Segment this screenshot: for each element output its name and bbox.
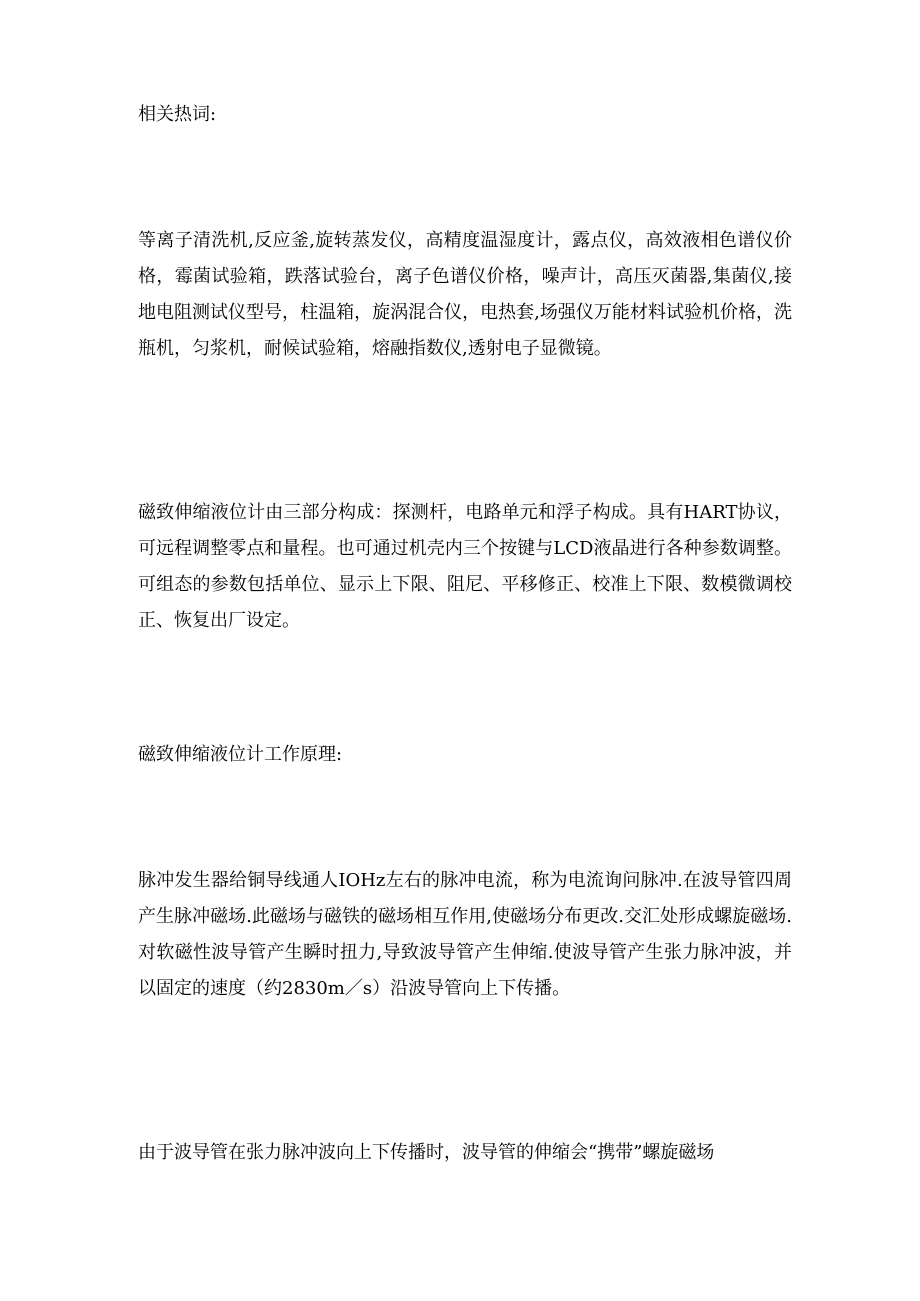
composition-paragraph: 磁致伸缩液位计由三部分构成：探测杆，电路单元和浮子构成。具有HART协议，可远程调整零点和量程。也可通过机壳内三个按键与LCD液晶进行各种参数调整。可组态的参数包括单位、显示上下限、阻尼、平移修正、校准上下限、数模微调校正、恢复出厂设定。 <box>138 502 792 631</box>
principle-paragraph: 脉冲发生器给铜导线通人IOHz左右的脉冲电流，称为电流询问脉冲.在波导管四周产生脉冲磁场.此磁场与磁铁的磁场相互作用,使磁场分布更改.交汇处形成螺旋磁场.对软磁性波导管产生瞬时扭力,导致波导管产生伸缩.使波导管产生张力脉冲波，并以固定的速度（约2830m／s）沿波导管向上下传播。 <box>138 870 792 999</box>
hotwords-heading: 相关热词: <box>138 104 217 125</box>
principle-heading: 磁致伸缩液位计工作原理: <box>138 744 343 765</box>
hotwords-paragraph: 等离子清洗机,反应釜,旋转蒸发仪，高精度温湿度计，露点仪，高效液相色谱仪价格，霉菌试验箱，跌落试验台，离子色谱仪价格，噪声计，高压灭菌器,集菌仪,接地电阻测试仪型号，柱温箱，旋涡混合仪，电热套,场强仪万能材料试验机价格，洗瓶机，匀浆机，耐候试验箱，熔融指数仪,透射电子显微镜。 <box>138 230 792 359</box>
propagation-paragraph: 由于波导管在张力脉冲波向上下传播时，波导管的伸缩会“携带”螺旋磁场 <box>138 1142 715 1163</box>
